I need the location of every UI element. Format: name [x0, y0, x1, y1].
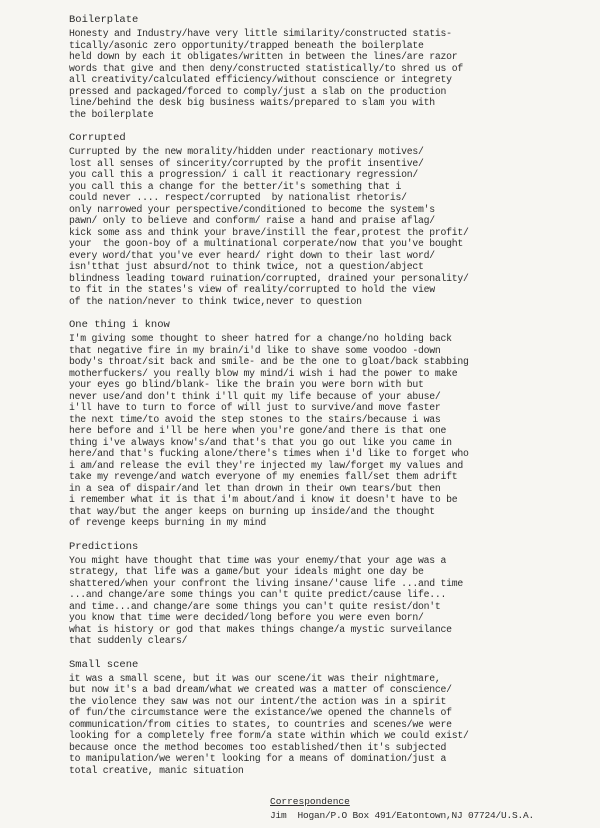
lyric-line: you call this a change for the better/it's something that i [69, 180, 402, 192]
lyric-line: that suddenly clears/ [69, 635, 188, 646]
lyric-line: here before and i'll be here when you're gone/and there is that one [69, 425, 447, 436]
lyric-line: strategy, that life was a game/but your ideals might one day be [69, 566, 424, 577]
lyric-line: you know that time were decided/long before you were even born/ [69, 612, 424, 623]
lyric-line: line/behind the desk big business waits/prepared to slam you with [69, 97, 435, 108]
lyric-line: of revenge keeps burning in my mind [69, 517, 267, 528]
lyric-line: shattered/when your confront the living insane/'cause life ...and time [69, 577, 464, 589]
lyric-line: all creativity/calculated efficiency/without conscience or integrety [69, 74, 452, 85]
lyric-line: to fit in the states's view of reality/corrupted to hold the view [69, 284, 435, 295]
lyrics-sections [69, 15, 580, 776]
lyric-line: but now it's a bad dream/what we created was a matter of conscience/ [69, 684, 452, 695]
lyric-line: the next time/to avoid the step stones to the stairs/because i was [69, 413, 441, 425]
lyric-line: ...and change/are some things you can't quite predict/cause life... [69, 589, 447, 600]
lyric-line: never use/and don't think i'll quit my life because of your abuse/ [69, 390, 441, 402]
lyric-line: your the goon-boy of a multinational corperate/now that you've bought [69, 238, 464, 249]
section-title: Boilerplate [69, 14, 139, 26]
lyric-line: because once the method becomes too established/then it's subjected [69, 741, 447, 753]
lyric-line: held down by each it obligates/written in between the lines/are razor [69, 51, 458, 62]
lyric-line: motherfuckers/ you really blow my mind/i wish i had the power to make [69, 367, 458, 379]
lyric-line: blindness leading toward ruination/corrupted, drained your personality/ [69, 272, 469, 284]
section-title: Predictions [69, 540, 139, 553]
lyric-line: You might have thought that time was your enemy/that your age was a [69, 554, 447, 566]
lyric-section [69, 660, 580, 777]
lyric-line: I'm giving some thought to sheer hatred for a change/no holding back [69, 333, 452, 344]
lyric-line: that way/but the anger keeps on burning up inside/and the thought [69, 505, 435, 517]
lyric-line: what is history or god that makes things change/a mystic surveilance [69, 623, 452, 635]
lyric-line: isn'tthat just absurd/not to think twice, not a question/abject [69, 261, 424, 272]
lyric-line: that negative fire in my brain/i'd like to shave some voodoo -down [69, 344, 441, 356]
lyric-line: pawn/ only to believe and conform/ raise a hand and praise aflag/ [69, 215, 435, 226]
lyric-line: here/and that's fucking alone/there's times when i'd like to forget who [69, 448, 469, 459]
lyric-section [69, 15, 580, 120]
lyric-line: total creative, manic situation [69, 764, 244, 776]
lyric-line: lost all senses of sincerity/corrupted by the profit insentive/ [69, 157, 424, 169]
lyric-line: it was a small scene, but it was our scene/it was their nightmare, [69, 672, 441, 684]
lyric-line: pressed and packaged/forced to comply/just a slab on the production [69, 85, 447, 97]
lyric-line: thing i've always know's/and that's that you go out like you came in [69, 436, 452, 448]
lyric-line: looking for a completely free form/a state within which we could exist/ [69, 730, 469, 741]
lyric-line: only narrowed your perspective/conditioned to become the system's [69, 203, 435, 215]
lyric-line: the boilerplate [69, 108, 154, 120]
lyric-line: of fun/the circumstance were the existance/we opened the channels of [69, 707, 452, 718]
lyric-section [69, 133, 580, 307]
lyric-line: the violence they saw was not our intent/the action was in a spirit [69, 695, 447, 707]
lyric-line: Honesty and Industry/have very little similarity/constructed statis- [69, 28, 452, 39]
correspondence-title: Correspondence [270, 796, 350, 807]
lyric-line: tically/asonic zero opportunity/trapped beneath the boilerplate [69, 39, 424, 51]
section-title: Corrupted [69, 132, 126, 144]
lyric-line: of the nation/never to think twice,never to question [69, 295, 362, 307]
lyric-section [69, 542, 580, 647]
lyric-line: your eyes go blind/blank- like the brain you were born with but [69, 379, 424, 390]
lyric-line: i remember what it is that i'm about/and i know it doesn't have to be [69, 494, 458, 505]
lyric-line: you call this a progression/ i call it reactionary regression/ [69, 169, 419, 180]
lyric-line: in a sea of dispair/and let than drown in their own tears/but then [69, 482, 441, 494]
lyric-line: Currupted by the new morality/hidden under reactionary motives/ [69, 146, 424, 157]
lyric-line: could never .... respect/corrupted by nationalist rhetoris/ [69, 192, 407, 203]
lyric-line: i'll have to turn to force of will just to survive/and move faster [69, 402, 441, 413]
lyric-line: to manipulation/we weren't looking for a means of domination/just a [69, 753, 447, 764]
correspondence-address: Jim Hogan/P.O Box 491/Eatontown,NJ 07724/U.S.A. [270, 810, 535, 821]
lyric-section [69, 320, 580, 529]
section-title: Small scene [69, 658, 139, 671]
lyric-line: and time...and change/are some things you can't quite resist/don't [69, 600, 441, 612]
lyric-line: words that give and then deny/constructed statistically/to shred us of [69, 62, 464, 74]
lyric-line: every word/that you've ever heard/ right down to their last word/ [69, 249, 435, 261]
lyric-line: i am/and release the evil they're injected my law/forget my values and [69, 459, 464, 471]
section-title: One thing i know [69, 319, 170, 331]
lyric-line: body's throat/sit back and smile- and be the one to gloat/back stabbing [69, 356, 469, 367]
lyric-line: take my revenge/and watch everyone of my enemies fall/set them adrift [69, 471, 458, 482]
lyric-line: communication/from cities to states, to countries and scenes/we were [69, 718, 452, 730]
lyric-line: kick some ass and think your brave/instill the fear,protest the profit/ [69, 226, 469, 238]
